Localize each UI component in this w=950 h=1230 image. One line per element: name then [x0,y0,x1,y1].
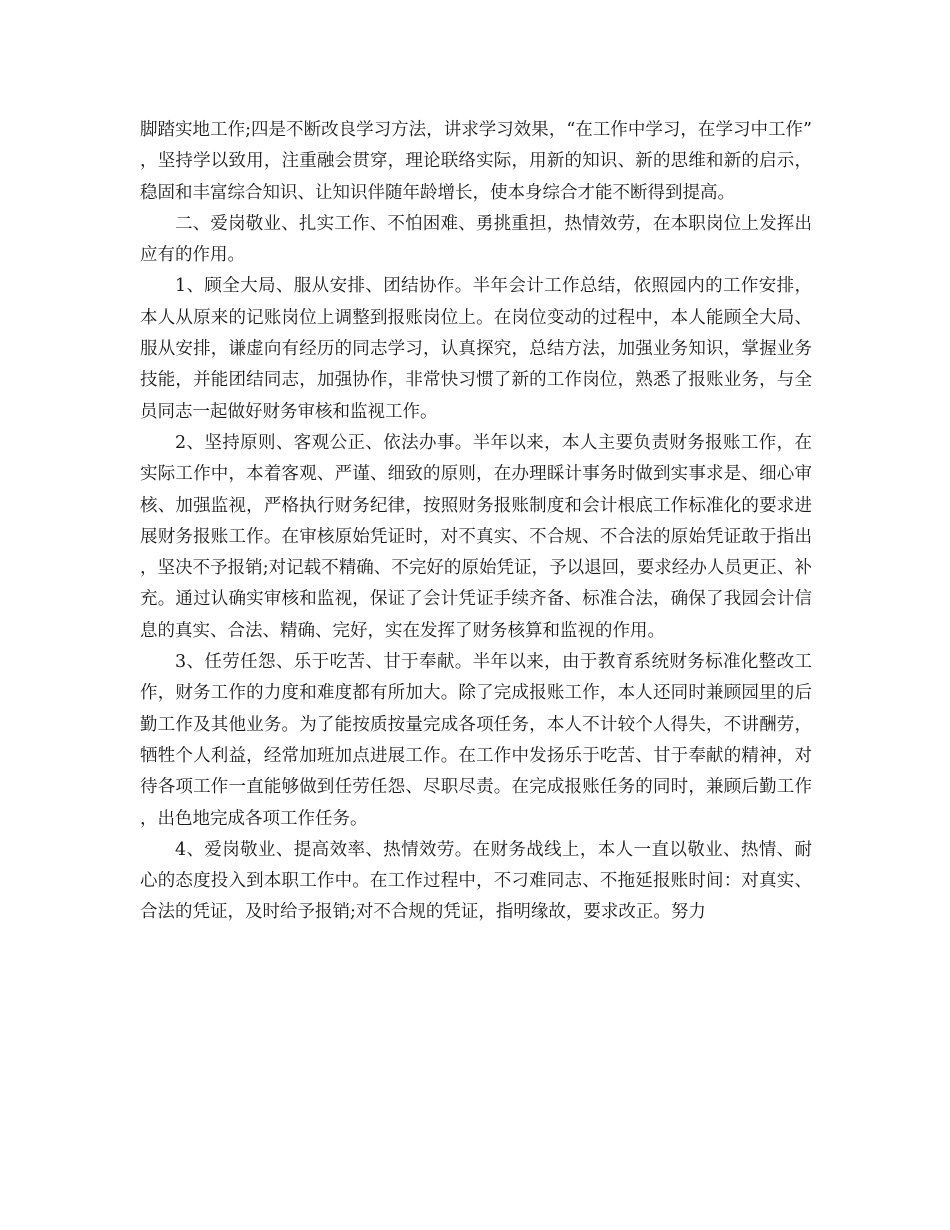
paragraph-1: 脚踏实地工作;四是不断改良学习方法，讲求学习效果，“在工作中学习，在学习中工作”，坚持学以致用，注重融会贯穿，理论联络实际，用新的知识、新的思维和新的启示，稳固和丰富综合知识、让知识伴随年龄增长，使本身综合才能不断得到提高。 [140,120,812,203]
paragraph-4: 2、坚持原则、客观公正、依法办事。半年以来，本人主要负责财务报账工作，在实际工作中，本着客观、严谨、细致的原则，在办理睬计事务时做到实事求是、细心审核、加强监视，严格执行财务纪律，按照财务报账制度和会计根底工作标准化的要求进展财务报账工作。在审核原始凭证时，对不真实、不合规、不合法的原始凭证敢于指出，坚决不予报销;对记载不精确、不完好的原始凭证，予以退回，要求经办人员更正、补充。通过认确实审核和监视，保证了会计凭证手续齐备、标准合法，确保了我园会计信息的真实、合法、精确、完好，实在发挥了财务核算和监视的作用。 [140,432,812,641]
paragraph-5: 3、任劳任怨、乐于吃苦、甘于奉献。半年以来，由于教育系统财务标准化整改工作，财务工作的力度和难度都有所加大。除了完成报账工作，本人还同时兼顾园里的后勤工作及其他业务。为了能按质按量完成各项任务，本人不计较个人得失，不讲酬劳，牺牲个人利益，经常加班加点进展工作。在工作中发扬乐于吃苦、甘于奉献的精神，对待各项工作一直能够做到任劳任怨、尽职尽责。在完成报账任务的同时，兼顾后勤工作，出色地完成各项工作任务。 [140,652,812,829]
paragraph-2: 二、爱岗敬业、扎实工作、不怕困难、勇挑重担，热情效劳，在本职岗位上发挥出应有的作用。 [140,213,812,266]
paragraph-3: 1、顾全大局、服从安排、团结协作。半年会计工作总结，依照园内的工作安排，本人从原来的记账岗位上调整到报账岗位上。在岗位变动的过程中，本人能顾全大局、服从安排，谦虚向有经历的同志学习，认真探究，总结方法，加强业务知识，掌握业务技能，并能团结同志，加强协作，非常快习惯了新的工作岗位，熟悉了报账业务，与全员同志一起做好财务审核和监视工作。 [140,276,812,422]
document-body [140,115,812,929]
paragraph-6: 4、爱岗敬业、提高效率、热情效劳。在财务战线上，本人一直以敬业、热情、耐心的态度投入到本职工作中。在工作过程中，不刁难同志、不拖延报账时间：对真实、合法的凭证，及时给予报销;对不合规的凭证，指明缘故，要求改正。努力 [140,839,812,923]
